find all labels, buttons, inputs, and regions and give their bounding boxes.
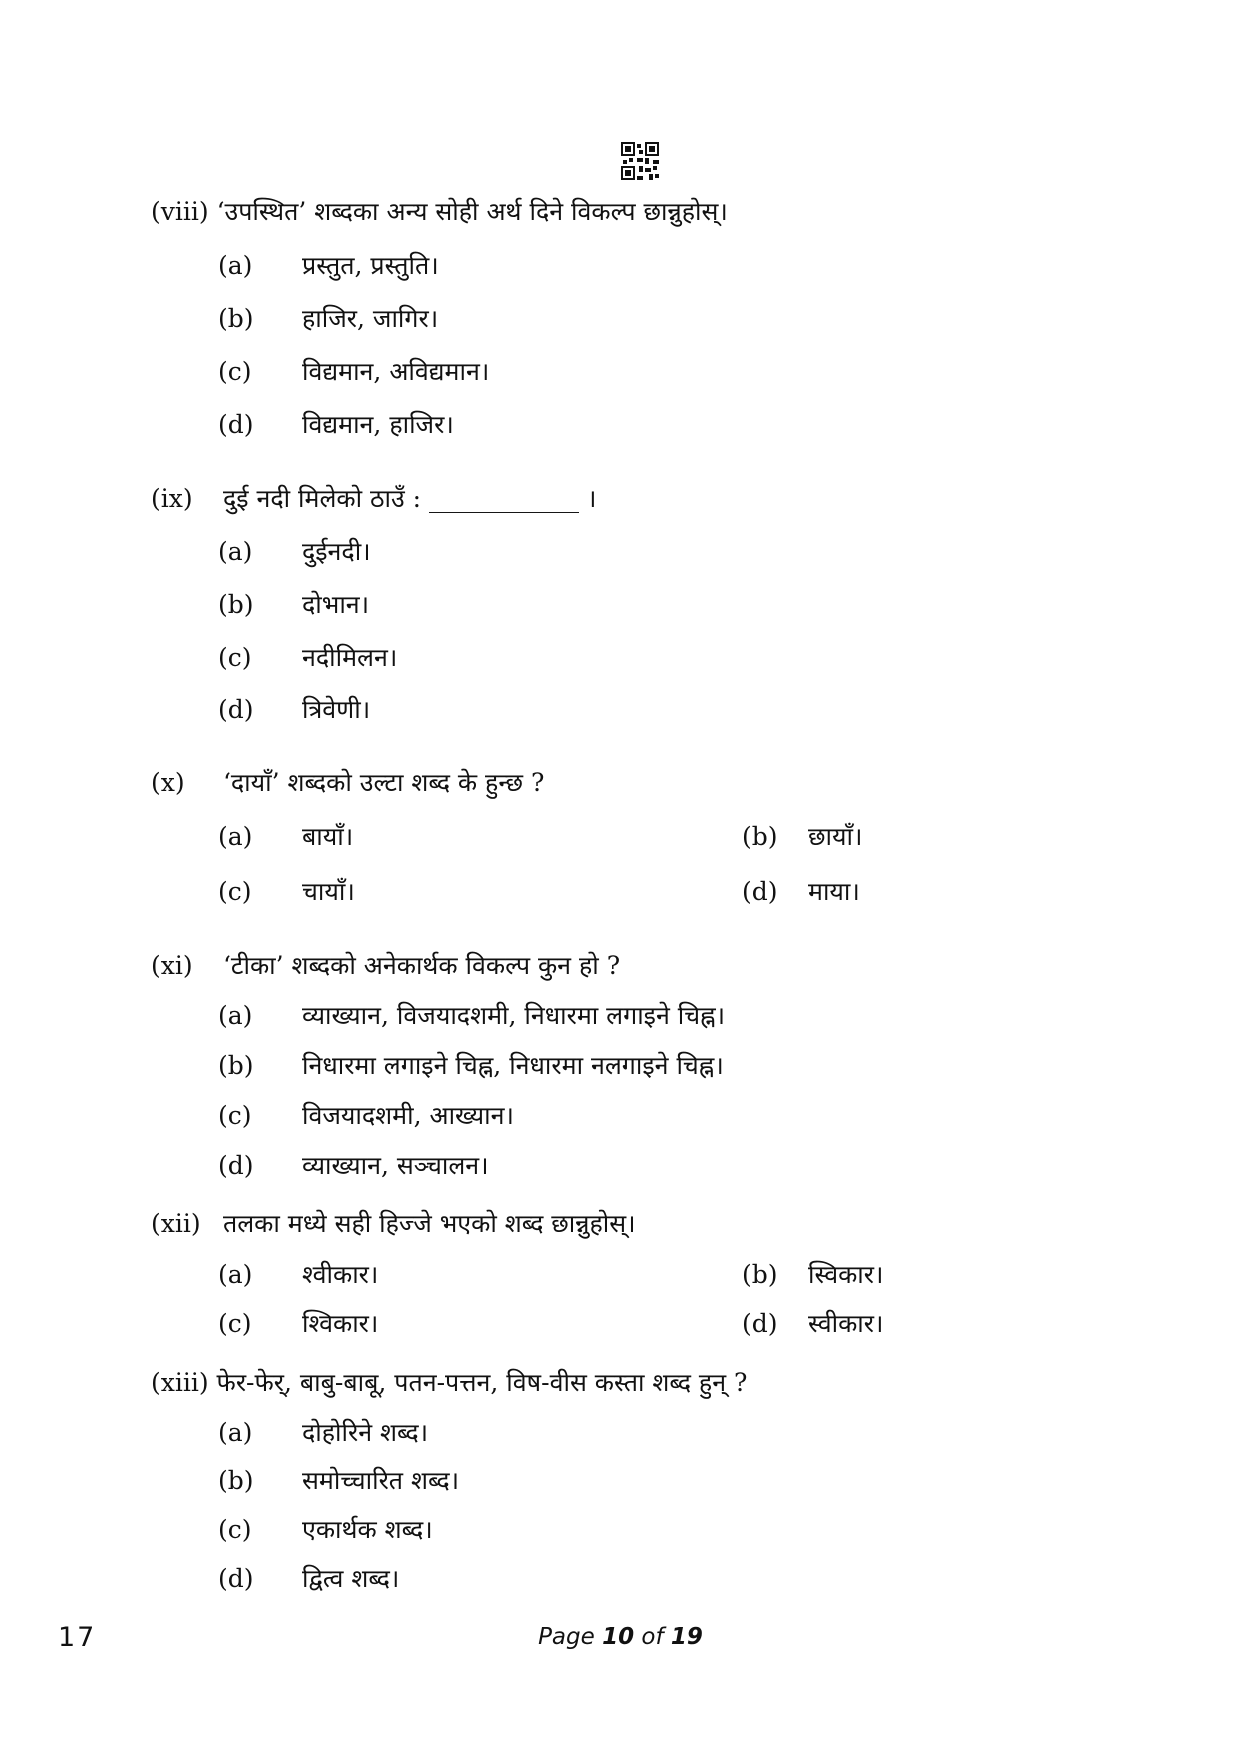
option [218,356,489,388]
option [218,303,438,335]
option-text: छायाँ। [808,822,863,851]
option-text: विद्यमान, अविद्यमान। [302,357,490,386]
option [218,1050,724,1082]
option-text: निधारमा लगाइने चिह्न, निधारमा नलगाइने चिह्न। [302,1051,724,1080]
option-label: (c) [218,1101,252,1130]
option-text: स्वीकार। [808,1309,884,1338]
question-xi [151,950,620,982]
option-label: (b) [218,1051,254,1080]
option [218,1000,725,1032]
option-label: (d) [218,1151,254,1180]
option-text: व्याख्यान, सञ्चालन। [302,1151,489,1180]
option-label: (c) [218,357,252,386]
option [218,1150,489,1182]
option-label: (a) [218,1001,253,1030]
option-text: द्वित्व शब्द। [302,1564,400,1593]
question-text: फेर-फेर्, बाबु-बाबू, पतन-पत्तन, विष-वीस कस्ता शब्द हुन् ? [216,1368,748,1397]
page-prefix: Page [538,1624,603,1650]
option-label: (b) [742,1260,778,1289]
question-text: ‘दायाँ’ शब्दको उल्टा शब्द के हुन्छ ? [222,768,545,797]
option-text: बायाँ। [302,822,354,851]
page-current: 10 [602,1624,635,1650]
option-text: व्याख्यान, विजयादशमी, निधारमा लगाइने चिह्न। [302,1001,726,1030]
option [742,821,862,853]
option-label: (d) [218,695,254,724]
page-of: of [634,1624,671,1650]
option-label: (d) [218,410,254,439]
option-label: (b) [742,822,778,851]
question-xiii [151,1367,747,1399]
option-text: दोहोरिने शब्द। [302,1418,429,1447]
option-label: (a) [218,1260,253,1289]
option [218,1563,399,1595]
question-text: ‘टीका’ शब्दको अनेकार्थक विकल्प कुन हो ? [222,951,621,980]
option-label: (d) [742,877,778,906]
option [218,250,439,282]
option-text: दोभान। [302,590,370,619]
paper-code: 17 [58,1622,97,1653]
option-text: दुईनदी। [302,537,371,566]
option-text: नदीमिलन। [302,643,398,672]
option [218,694,370,726]
option-text: त्रिवेणी। [302,695,371,724]
option-text: स्विकार। [808,1260,884,1289]
option [742,1259,883,1291]
option-label: (a) [218,537,253,566]
option [218,876,355,908]
option-text: विद्यमान, हाजिर। [302,410,454,439]
option [218,1514,433,1546]
option [218,536,371,568]
option-label: (d) [218,1564,254,1593]
option-text: माया। [808,877,860,906]
question-number: (ix) [151,484,193,513]
option-label: (a) [218,1418,253,1447]
option [218,1100,514,1132]
option-label: (a) [218,251,253,280]
question-number: (x) [151,768,185,797]
option-label: (a) [218,822,253,851]
question-viii [151,196,728,228]
option-text: श्विकार। [302,1309,379,1338]
option [218,1465,459,1497]
page-number [0,1624,1241,1650]
option-label: (c) [218,877,252,906]
option-label: (c) [218,1515,252,1544]
option [218,1308,378,1340]
option-label: (d) [742,1309,778,1338]
question-text: दुई नदी मिलेको ठाउँ : ____________ । [222,484,597,513]
option-text: एकार्थक शब्द। [302,1515,433,1544]
question-number: (xi) [151,951,193,980]
option [218,589,369,621]
option-text: चायाँ। [302,877,355,906]
question-ix [151,483,596,515]
question-number: (xii) [151,1209,201,1238]
question-number: (xiii) [151,1368,209,1397]
option-text: प्रस्तुत, प्रस्तुति। [302,251,439,280]
question-text: तलका मध्ये सही हिज्जे भएको शब्द छान्नुहोस्। [222,1209,636,1238]
question-xii [151,1208,636,1240]
option [218,1259,378,1291]
question-text: ‘उपस्थित’ शब्दका अन्य सोही अर्थ दिने विकल्प छान्नुहोस्। [216,197,728,226]
option-text: श्वीकार। [302,1260,379,1289]
question-x [151,767,544,799]
option-label: (b) [218,304,254,333]
option [218,409,454,441]
option-label: (c) [218,643,252,672]
option-label: (b) [218,1466,254,1495]
option [218,821,353,853]
option-text: समोच्चारित शब्द। [302,1466,460,1495]
option-text: हाजिर, जागिर। [302,304,439,333]
option-text: विजयादशमी, आख्यान। [302,1101,514,1130]
option-label: (c) [218,1309,252,1338]
option [218,642,397,674]
option [218,1417,428,1449]
page-total: 19 [670,1624,703,1650]
option-label: (b) [218,590,254,619]
question-number: (viii) [151,197,209,226]
option [742,1308,883,1340]
qr-code-icon [621,142,659,180]
option [742,876,860,908]
